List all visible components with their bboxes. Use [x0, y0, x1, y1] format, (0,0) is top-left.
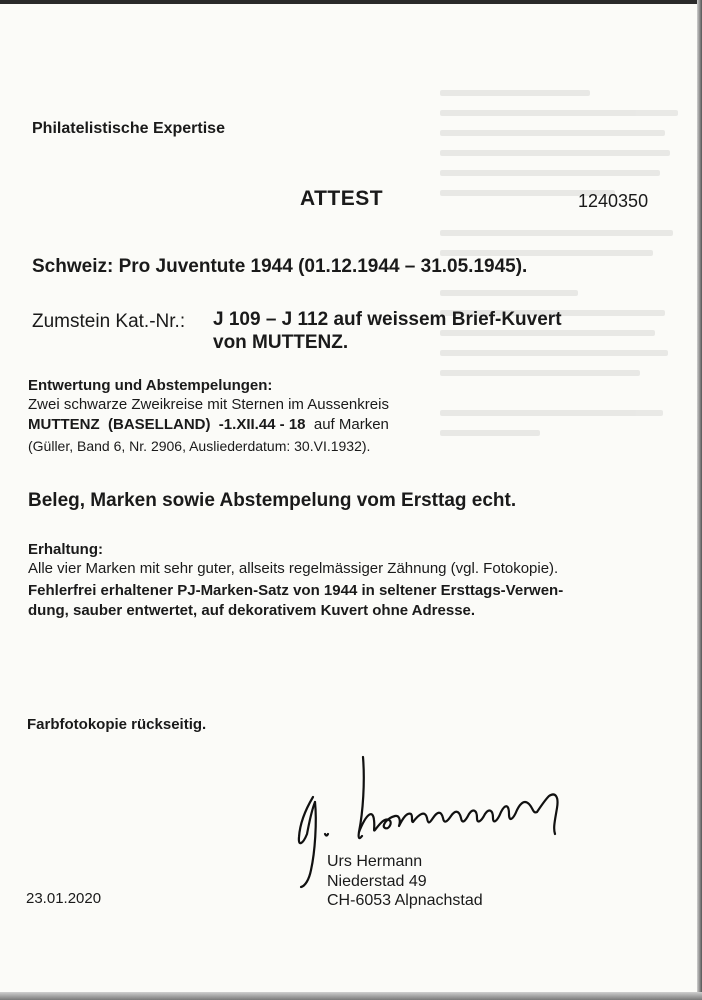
catalog-label: Zumstein Kat.-Nr.:	[32, 311, 186, 332]
cancellation-line-1: Zwei schwarze Zweikreise mit Sternen im Aussenkreis	[28, 396, 389, 413]
attest-title: ATTEST	[300, 187, 384, 210]
headline: Schweiz: Pro Juventute 1944 (01.12.1944 – 31.05.1945).	[32, 256, 528, 277]
cancellation-postmark-suffix: auf Marken	[305, 416, 389, 433]
expertise-title: Philatelistische Expertise	[32, 120, 225, 137]
expert-street: Niederstad 49	[327, 873, 427, 890]
scan-edge-bottom	[0, 992, 702, 1000]
expert-name: Urs Hermann	[327, 853, 423, 870]
verdict: Beleg, Marken sowie Abstempelung vom Ersttag echt.	[28, 490, 517, 511]
condition-line-3: dung, sauber entwertet, auf dekorativem Kuvert ohne Adresse.	[28, 602, 476, 619]
catalog-line-2: von MUTTENZ.	[213, 332, 349, 353]
issue-date: 23.01.2020	[26, 890, 102, 907]
cancellation-reference: (Güller, Band 6, Nr. 2906, Ausliederdatum: 30.VI.1932).	[28, 438, 371, 454]
condition-line-2: Fehlerfrei erhaltener PJ-Marken-Satz von 1944 in seltener Ersttags-Verwen-	[28, 582, 564, 599]
scan-edge-right	[697, 0, 702, 1000]
cancellation-postmark: MUTTENZ (BASELLAND) -1.XII.44 - 18	[28, 416, 306, 433]
scan-edge-top	[0, 0, 702, 4]
catalog-line-1: J 109 – J 112 auf weissem Brief-Kuvert	[213, 309, 562, 330]
cancellation-heading: Entwertung und Abstempelungen:	[28, 377, 273, 394]
certificate-number: 1240350	[578, 191, 649, 211]
photocopy-note: Farbfotokopie rückseitig.	[27, 716, 207, 733]
expert-signature	[285, 752, 575, 892]
expert-city: CH-6053 Alpnachstad	[327, 892, 483, 909]
cancellation-line-2	[28, 416, 389, 433]
condition-heading: Erhaltung:	[28, 541, 103, 558]
condition-line-1: Alle vier Marken mit sehr guter, allseits regelmässiger Zähnung (vgl. Fotokopie).	[28, 560, 559, 577]
